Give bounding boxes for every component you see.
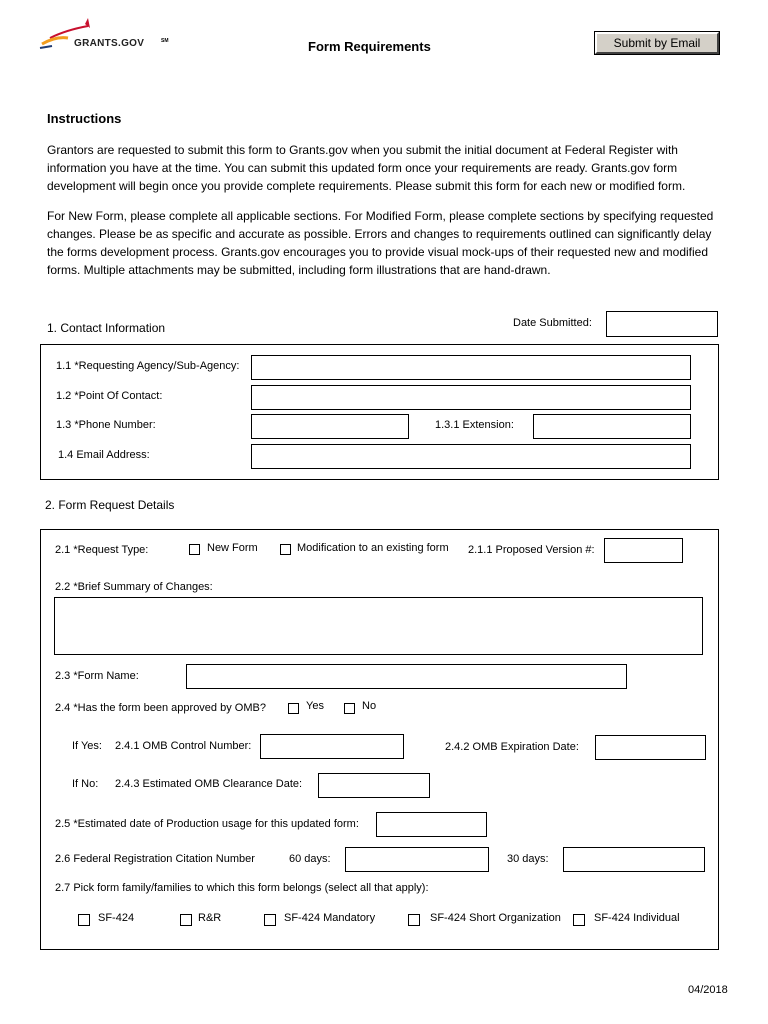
logo-text: GRANTS.GOV: [74, 38, 145, 49]
family-sf424-short-org-checkbox[interactable]: [408, 914, 420, 926]
days30-field[interactable]: [563, 847, 705, 872]
omb-expiration-field[interactable]: [595, 735, 706, 760]
date-submitted-label: Date Submitted:: [513, 317, 592, 329]
proposed-version-field[interactable]: [604, 538, 683, 563]
instructions-paragraph-2: For New Form, please complete all applicable sections. For Modified Form, please complete sections by specifying requested changes. Please be as specific and accurate as possible. Errors and changes to requirements outlined can significantly delay the forms development process. Grants.gov encourages you to provide visual mock-ups of their requested new and modified forms. Multiple attachments may be submitted, including form illustrations that are hand-drawn.: [47, 209, 714, 277]
family-sf424-mandatory-checkbox[interactable]: [264, 914, 276, 926]
family-sf424-individual-label: SF-424 Individual: [594, 912, 680, 924]
form-request-heading: 2. Form Request Details: [45, 498, 175, 512]
contact-section-heading: 1. Contact Information: [47, 321, 166, 335]
family-sf424-individual-checkbox[interactable]: [573, 914, 585, 926]
date-submitted-field[interactable]: [606, 311, 718, 337]
summary-label: 2.2 *Brief Summary of Changes:: [55, 581, 213, 593]
omb-clearance-label: 2.4.3 Estimated OMB Clearance Date:: [115, 778, 303, 790]
point-of-contact-label: 1.2 *Point Of Contact:: [56, 390, 163, 402]
extension-field[interactable]: [533, 414, 691, 439]
agency-field[interactable]: [251, 355, 691, 380]
family-sf424-short-org-label: SF-424 Short Organization: [430, 912, 561, 924]
new-form-label: New Form: [207, 542, 258, 554]
omb-yes-checkbox[interactable]: [288, 703, 299, 714]
omb-clearance-field[interactable]: [318, 773, 430, 798]
phone-number-field[interactable]: [251, 414, 409, 439]
family-rr-checkbox[interactable]: [180, 914, 192, 926]
email-address-label: 1.4 Email Address:: [58, 449, 150, 461]
instructions-heading: Instructions: [47, 111, 122, 126]
form-name-label: 2.3 *Form Name:: [55, 670, 139, 682]
days60-field[interactable]: [345, 847, 489, 872]
point-of-contact-field[interactable]: [251, 385, 691, 410]
phone-number-label: 1.3 *Phone Number:: [56, 419, 156, 431]
family-sf424-label: SF-424: [98, 912, 135, 924]
omb-expiration-label: 2.4.2 OMB Expiration Date:: [445, 741, 579, 753]
production-date-field[interactable]: [376, 812, 487, 837]
production-date-label: 2.5 *Estimated date of Production usage for this updated form:: [55, 818, 359, 830]
family-sf424-checkbox[interactable]: [78, 914, 90, 926]
if-yes-label: If Yes:: [72, 740, 102, 752]
grants-gov-logo: [38, 16, 178, 56]
if-no-label: If No:: [72, 778, 99, 790]
modification-checkbox[interactable]: [280, 544, 291, 555]
omb-yes-label: Yes: [306, 700, 324, 712]
omb-no-label: No: [362, 700, 377, 712]
agency-label: 1.1 *Requesting Agency/Sub-Agency:: [56, 360, 240, 372]
request-type-label: 2.1 *Request Type:: [55, 544, 149, 556]
proposed-version-label: 2.1.1 Proposed Version #:: [468, 544, 595, 556]
family-rr-label: R&R: [198, 912, 222, 924]
instructions-paragraph-1: Grantors are requested to submit this form to Grants.gov when you submit the initial document at Federal Register with information you have at the time. You can submit this updated form once your requirements are ready. Grants.gov form development will begin once you provide complete requirements. Please submit this form for each new or modified form.: [47, 143, 686, 193]
summary-field[interactable]: [54, 597, 703, 655]
family-sf424-mandatory-label: SF-424 Mandatory: [284, 912, 376, 924]
modification-label: Modification to an existing form: [297, 542, 449, 554]
logo-tm: SM: [161, 38, 169, 44]
omb-no-checkbox[interactable]: [344, 703, 355, 714]
form-name-field[interactable]: [186, 664, 627, 689]
page-title: Form Requirements: [308, 39, 431, 54]
fed-reg-label: 2.6 Federal Registration Citation Number: [55, 853, 255, 865]
days30-label: 30 days:: [507, 853, 549, 865]
footer-date: 04/2018: [688, 984, 728, 996]
days60-label: 60 days:: [289, 853, 331, 865]
omb-approved-label: 2.4 *Has the form been approved by OMB?: [55, 702, 266, 714]
email-address-field[interactable]: [251, 444, 691, 469]
omb-control-field[interactable]: [260, 734, 404, 759]
new-form-checkbox[interactable]: [189, 544, 200, 555]
extension-label: 1.3.1 Extension:: [435, 419, 514, 431]
submit-by-email-button[interactable]: Submit by Email: [595, 32, 719, 54]
omb-control-label: 2.4.1 OMB Control Number:: [115, 740, 252, 752]
form-family-label: 2.7 Pick form family/families to which this form belongs (select all that apply):: [55, 882, 429, 894]
